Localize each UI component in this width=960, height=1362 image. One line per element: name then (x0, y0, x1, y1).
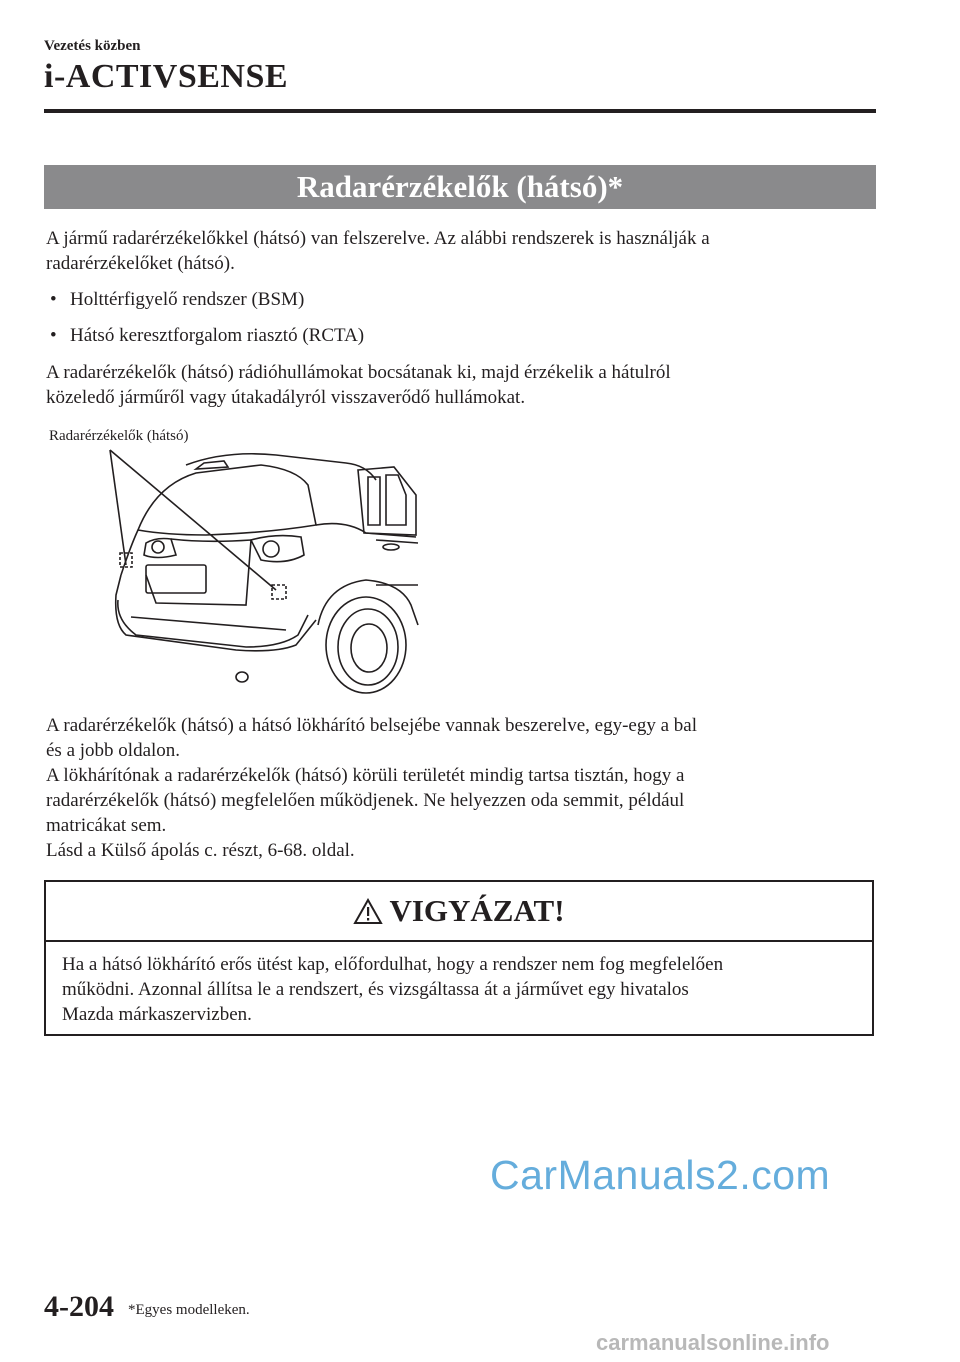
caution-line-1: Ha a hátsó lökhárító erős ütést kap, előfordulhat, hogy a rendszer nem fog megfelelően (62, 954, 724, 975)
vehicle-rear-illustration (46, 425, 426, 700)
list-item (50, 287, 304, 312)
caution-line-2: működni. Azonnal állítsa le a rendszert, és vizsgáltassa át a járművet egy hivatalos (62, 979, 689, 1000)
caution-line-3: Mazda márkaszervizben. (62, 1004, 252, 1025)
caution-heading: VIGYÁZAT! (389, 893, 565, 928)
para2-line-2: közeledő járműről vagy útakadályról visszaverődő hullámokat. (46, 387, 526, 408)
para3-line-3: A lökhárítónak a radarérzékelők (hátsó) körüli területét mindig tartsa tisztán, hogy a (46, 765, 685, 786)
header-rule (44, 109, 876, 113)
caution-body (62, 952, 862, 1027)
intro-line-1: A jármű radarérzékelőkkel (hátsó) van felszerelve. Az alábbi rendszerek is használják a (46, 228, 710, 249)
para2-line-1: A radarérzékelők (hátsó) rádióhullámokat bocsátanak ki, majd érzékelik a hátulról (46, 362, 671, 383)
watermark-corner: carmanualsonline.info (596, 1330, 830, 1355)
para3-line-1: A radarérzékelők (hátsó) a hátsó lökhárító belsejébe vannak beszerelve, egy-egy a bal (46, 715, 697, 736)
list-item-text: Hátsó keresztforgalom riasztó (RCTA) (70, 325, 365, 346)
para3-line-5: matricákat sem. (46, 815, 167, 836)
bullet-icon: • (50, 325, 57, 346)
list-item-text: Holttérfigyelő rendszer (BSM) (70, 289, 305, 310)
warning-triangle-icon (353, 898, 383, 925)
list-item (50, 323, 364, 348)
chapter-title: Vezetés közben (44, 38, 141, 54)
bullet-icon: • (50, 289, 57, 310)
figure-label: Radarérzékelők (hátsó) (49, 428, 189, 444)
caution-box (44, 880, 874, 1036)
intro-line-2: radarérzékelőket (hátsó). (46, 253, 235, 274)
para3-line-4: radarérzékelők (hátsó) megfelelően működjenek. Ne helyezzen oda semmit, például (46, 790, 685, 811)
watermark-center: CarManuals2.com (490, 1152, 831, 1198)
page-title: Radarérzékelők (hátsó)* (44, 165, 876, 209)
para3-line-6: Lásd a Külső ápolás c. részt, 6-68. oldal. (46, 840, 355, 861)
page-number: 4-204 (44, 1290, 114, 1323)
footnote: *Egyes modelleken. (128, 1302, 250, 1318)
section-title: i-ACTIVSENSE (44, 58, 289, 95)
caution-header (46, 882, 872, 942)
para3-line-2: és a jobb oldalon. (46, 740, 181, 761)
